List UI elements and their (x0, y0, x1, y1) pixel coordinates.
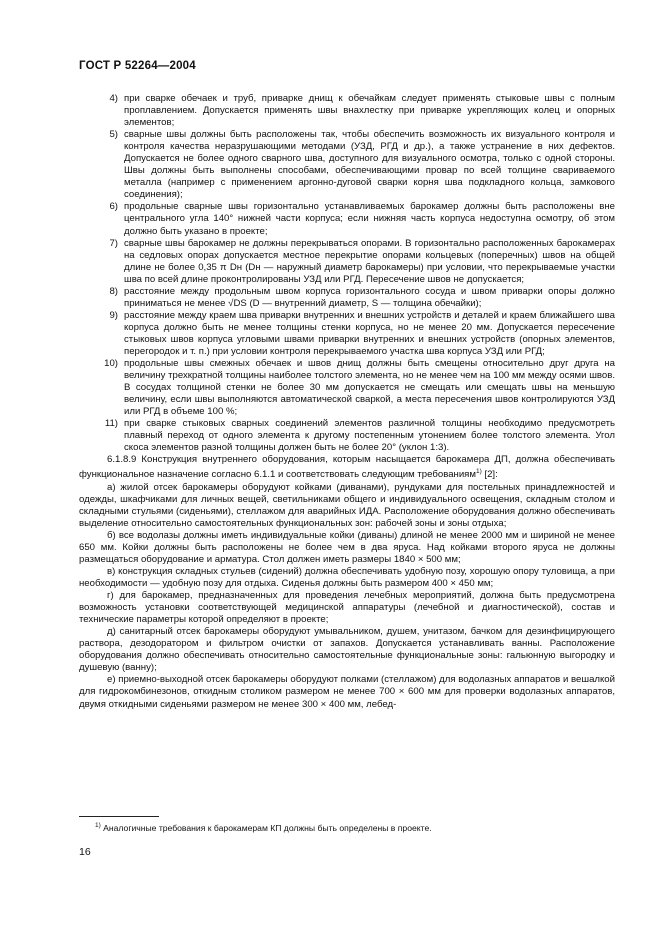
list-item (79, 286, 615, 310)
list-item (79, 418, 615, 454)
footnote-reference: 1) (475, 468, 482, 476)
list-item-number: 4) (109, 93, 118, 104)
list-item-number: 9) (109, 309, 118, 321)
paragraph: а) жилой отсек барокамеры оборудуют койками (диванами), рундуками для постельных принадлежностей и одежды, шкафчиками для личных вещей, светильниками общего и индивидуального освещения, складным столом и складными стульями (сиденьями), стеллажом для аварийных ИДА. Расположение оборудования должно обеспечивать выделение относительно самостоятельных функциональных зон: рабочей зоны и зоны отдыха; (79, 481, 615, 529)
section-intro-paragraph (79, 454, 615, 481)
list-item-text: сварные швы должны быть расположены так, чтобы обеспечить возможность их визуального контроля и контроля качества неразрушающими методами (УЗД, РГД и др.), а также устранение в них дефектов. Допускается не более одного сварного шва, доступного для визуального осмотра, только с одной стороны. Швы должны быть выполнены способами, обеспечивающими провар по всей толщине свариваемого металла (например с применением аргонно-дуговой сварки корня шва подкладного кольца, замкового соединения); (124, 129, 615, 201)
paragraph: б) все водолазы должны иметь индивидуальные койки (диваны) длиной не менее 2000 мм и шириной не менее 650 мм. Койки должны быть расположены не более чем в два яруса. Над койками второго яруса не должны размещаться оборудование и арматура. Стол должен иметь размеры 1840 × 500 мм; (79, 529, 615, 565)
list-item-number: 5) (109, 129, 118, 141)
list-item (79, 238, 615, 286)
list-item-text: сварные швы барокамер не должны перекрываться опорами. В горизонтально расположенных барокамерах на седловых опорах допускается местное перекрытие опорами кольцевых (поперечных) швов на общей длине не более 0,35 π Dн (Dн — наружный диаметр барокамеры) при условии, что перекрываемые участки шва по всей длине проконтролированы УЗД или РГД. Пересечение швов не допускается; (124, 237, 615, 285)
list-item-text: расстояние между продольным швом корпуса горизонтального сосуда и швом приварки опоры должно приниматься не менее √DS (D — внутренний диаметр, S — толщина обечайки); (124, 285, 615, 309)
footnote-text: Аналогичные требования к барокамерам КП должны быть определены в проекте. (103, 822, 432, 833)
footnote-divider (79, 816, 159, 817)
list-item (79, 201, 615, 237)
list-item-number: 10) (104, 358, 118, 370)
list-item-number: 11) (104, 418, 118, 430)
list-item-text: при сварке обечаек и труб, приварке днищ к обечайкам следует применять стыковые швы с полным проплавлением. Допускается применять швы внахлестку при приварке укрепляющих колец и опорных элементов; (124, 93, 615, 129)
list-item-text: при сварке стыковых сварных соединений элементов различной толщины необходимо предусмотреть плавный переход от одного элемента к другому постепенным утонением более толстого элемента. Угол скоса элементов разной толщины должен быть не более 20° (уклон 1:3). (124, 418, 615, 454)
list-item-text: продольные сварные швы горизонтально устанавливаемых барокамер должны быть расположены вне центрального угла 140° нижней части корпуса; если нижняя часть корпуса недоступна осмотру, об этом должно быть указано в проекте; (124, 201, 615, 237)
footnote (95, 822, 432, 833)
standard-header: ГОСТ Р 52264—2004 (79, 60, 196, 72)
list-item-text: расстояние между краем шва приварки внутренних и внешних устройств и деталей и краем ближайшего шва корпуса должно быть не менее толщины стенки корпуса, но не менее 20 мм. Допускается пересечение стыковых швов корпуса угловыми швами приварки внутренних и внешних устройств (опорных элементов, перегородок и т. п.) при условии контроля перекрываемого участка шва корпуса УЗД или РГД; (124, 309, 615, 357)
list-item (79, 93, 615, 129)
list-item-text: продольные швы смежных обечаек и швов днищ должны быть смещены относительно друг друга на величину трехкратной толщины наиболее толстого элемента, но не менее чем на 100 мм между осями швов. В сосудах толщиной стенки не более 30 мм допускается не смещать или смещать швы на меньшую величину, если швы выполняются автоматической сваркой, а места пересечения швов контролируются УЗД или РГД в объеме 100 %; (124, 358, 615, 418)
section-intro-text: 6.1.8.9 Конструкция внутреннего оборудования, которым насыщается барокамера ДП, должна обеспечивать функциональное назначение согласно 6.1.1 и соответствовать следующим требованиям (79, 454, 615, 481)
list-item (79, 129, 615, 201)
section-intro-tail: [2]: (481, 469, 498, 481)
document-body (79, 93, 615, 711)
paragraph: е) приемно-выходной отсек барокамеры оборудуют полками (стеллажом) для водолазных аппаратов и вешалкой для гидрокомбинезонов, откидным столиком размером не менее 700 × 600 мм для проверки водолазных аппаратов, двумя откидными сиденьями размером не менее 300 × 400 мм, лебед- (79, 674, 615, 710)
paragraph: г) для барокамер, предназначенных для проведения лечебных мероприятий, должна быть предусмотрена возможность установки соответствующей медицинской аппаратуры (лечебной и диагностической), состав и технические параметры которой определяют в проекте; (79, 590, 615, 626)
page-number: 16 (79, 846, 91, 858)
list-item-number: 7) (109, 237, 118, 249)
footnote-mark: 1) (95, 822, 101, 829)
paragraph: д) санитарный отсек барокамеры оборудуют умывальником, душем, унитазом, бачком для дезинфицирующего раствора, дезодоратором и фильтром очистки от запахов. Допускается устанавливать ванны. Расположение оборудования должно обеспечивать относительно самостоятельные функциональные зоны: гальюнную выгородку и душевую (ванну); (79, 626, 615, 674)
list-item-number: 8) (109, 285, 118, 297)
paragraph: в) конструкция складных стульев (сидений) должна обеспечивать удобную позу, хорошую опору туловища, а при необходимости — удобную позу для отдыха. Сиденья должны быть размером 400 × 450 мм; (79, 566, 615, 590)
list-item-number: 6) (109, 201, 118, 213)
list-item (79, 310, 615, 358)
list-item (79, 358, 615, 418)
